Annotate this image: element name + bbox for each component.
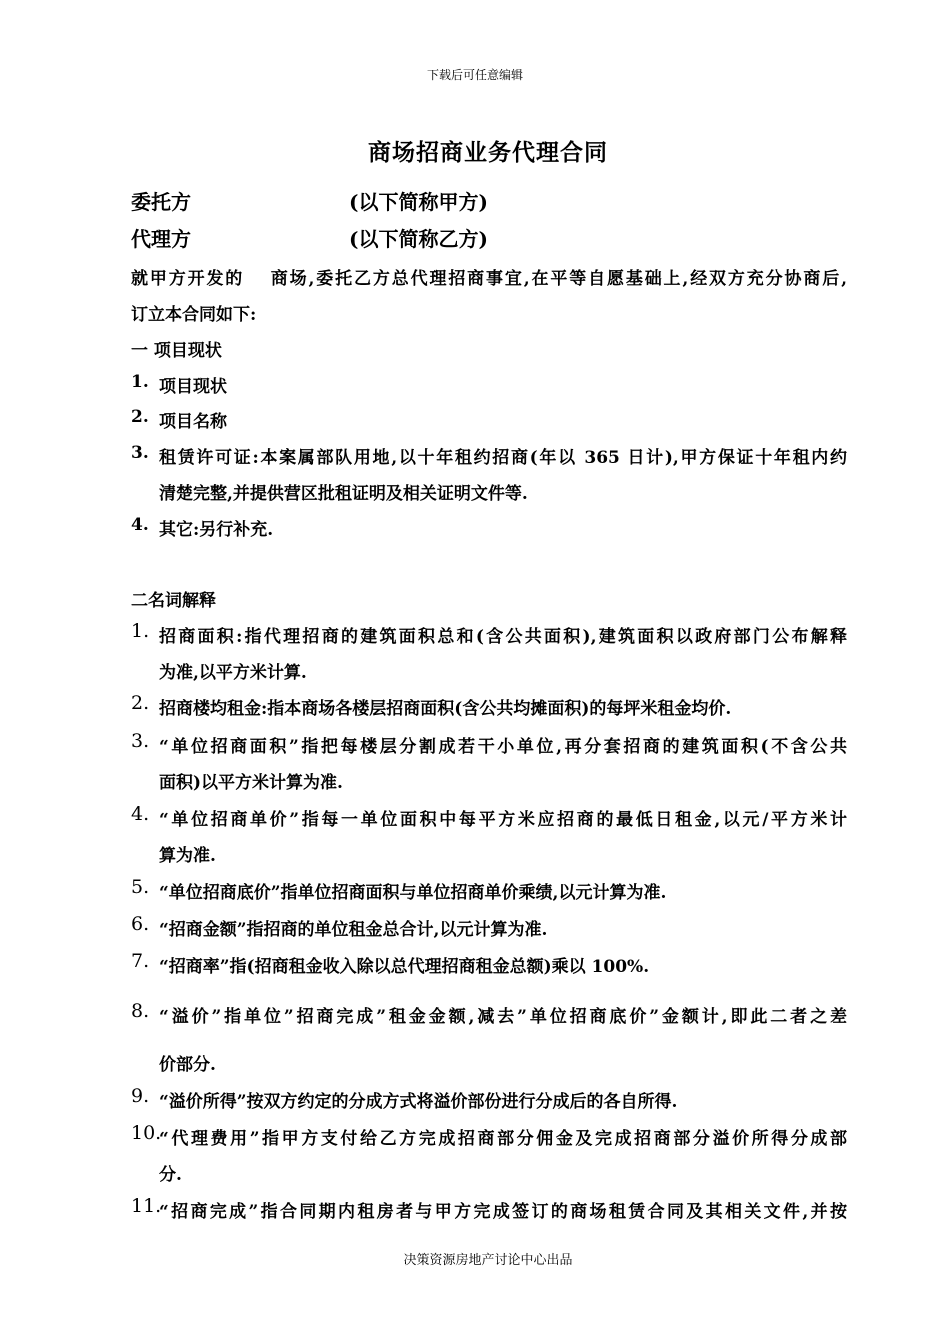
header-note: 下载后可任意编辑 <box>426 68 523 82</box>
intro-line-2: 订立本合同如下: <box>131 305 257 325</box>
party-principal <box>131 186 488 215</box>
item-number: 2. <box>131 407 149 427</box>
item-number: 2. <box>131 692 150 714</box>
item-text: “单位招商单价”指每一单位面积中每平方米应招商的最低日租金,以元/平方米计 <box>159 810 847 830</box>
section-2-heading: 二名词解释 <box>131 591 216 611</box>
item-text: “代理费用”指甲方支付给乙方完成招商部分佣金及完成招商部分溢价所得分成部 <box>159 1129 847 1149</box>
item-text: “单位招商底价”指单位招商面积与单位招商单价乘绩,以元计算为准. <box>159 883 667 903</box>
item-text: “单位招商面积”指把每楼层分割成若干小单位,再分套招商的建筑面积(不含公共 <box>159 737 847 757</box>
party-agent <box>131 223 488 252</box>
item-text: 招商面积:指代理招商的建筑面积总和(含公共面积),建筑面积以政府部门公布解释 <box>159 627 847 647</box>
item-text-cont: 价部分. <box>159 1055 216 1075</box>
item-text: 招商楼均租金:指本商场各楼层招商面积(含公共均摊面积)的每坪米租金均价. <box>159 699 732 719</box>
item-text-cont: 清楚完整,并提供营区批租证明及相关证明文件等. <box>159 484 528 504</box>
item-number: 4. <box>131 515 149 535</box>
item-text: 项目现状 <box>159 377 227 397</box>
item-number: 9. <box>131 1085 150 1107</box>
item-number: 8. <box>131 1000 150 1022</box>
item-number: 7. <box>131 950 150 972</box>
item-number: 10. <box>131 1122 162 1144</box>
item-number: 3. <box>131 443 149 463</box>
item-text: 项目名称 <box>159 412 227 432</box>
intro-line-1: 就甲方开发的 商场,委托乙方总代理招商事宜,在平等自愿基础上,经双方充分协商后, <box>131 269 847 289</box>
item-text: 租赁许可证:本案属部队用地,以十年租约招商(年以 365 日计),甲方保证十年租内约 <box>159 448 847 468</box>
item-text-cont: 面积)以平方米计算为准. <box>159 773 343 793</box>
item-text-cont: 算为准. <box>159 846 216 866</box>
item-text: “招商金额”指招商的单位租金总合计,以元计算为准. <box>159 920 548 940</box>
footer-note: 决策资源房地产讨论中心出品 <box>403 1253 573 1268</box>
item-text: “溢价所得”按双方约定的分成方式将溢价部份进行分成后的各自所得. <box>159 1092 678 1112</box>
item-number: 6. <box>131 913 150 935</box>
item-text-cont: 分. <box>159 1165 182 1185</box>
item-number: 11. <box>131 1195 162 1217</box>
item-text: 其它:另行补充. <box>159 520 274 540</box>
section-1-heading: 一 项目现状 <box>131 341 222 361</box>
item-text: “招商完成”指合同期内租房者与甲方完成签订的商场租赁合同及其相关文件,并按 <box>159 1202 847 1222</box>
item-number: 5. <box>131 876 150 898</box>
item-number: 1. <box>131 620 150 642</box>
contract-title: 商场招商业务代理合同 <box>368 139 608 166</box>
item-number: 4. <box>131 803 150 825</box>
item-text: “招商率”指(招商租金收入除以总代理招商租金总额)乘以 100%. <box>159 957 650 977</box>
item-text-cont: 为准,以平方米计算. <box>159 663 307 683</box>
item-number: 1. <box>131 372 149 392</box>
item-text: “溢价”指单位”招商完成”租金金额,减去”单位招商底价”金额计,即此二者之差 <box>159 1007 847 1027</box>
party-alias: (以下简称乙方) <box>349 227 488 251</box>
party-name: 代理方 <box>131 227 191 251</box>
party-name: 委托方 <box>131 190 191 214</box>
party-alias: (以下简称甲方) <box>349 190 488 214</box>
item-number: 3. <box>131 730 150 752</box>
